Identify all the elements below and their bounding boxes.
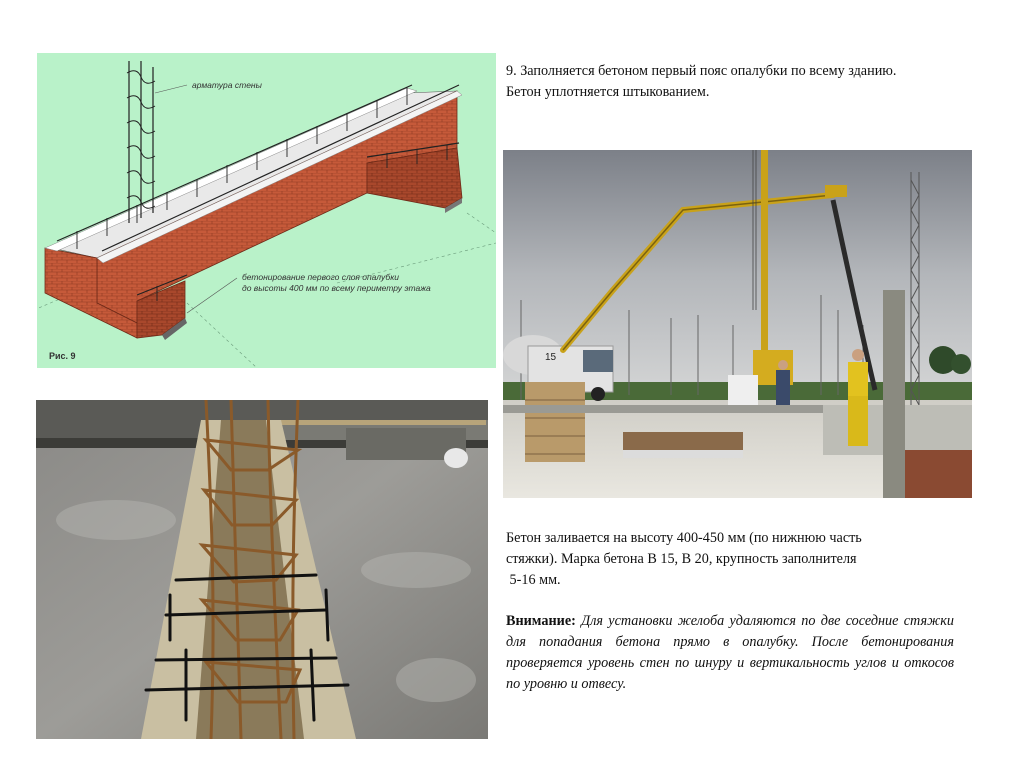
step-heading-line1: 9. Заполняется бетоном первый пояс опалубки по всему зданию. xyxy=(506,63,897,79)
concrete-pump-scene xyxy=(503,150,972,498)
description-line2: стяжки). Марка бетона В 15, В 20, крупность заполнителя xyxy=(506,551,857,567)
rebar-formwork-scene xyxy=(36,400,488,739)
step-heading-line2: Бетон уплотняется штыкованием. xyxy=(506,84,710,100)
step-heading xyxy=(506,61,986,103)
formwork-diagram-drawing xyxy=(37,53,496,368)
description-line1: Бетон заливается на высоту 400-450 мм (по нижнюю часть xyxy=(506,530,862,546)
attention-text: Для установки желоба удаляются по две соседние стяжки для попадания бетона прямо в опалубку. После бетонирования проверяется уровень стен по шнуру и вертикальность углов и откосов по уровню и отвесу. xyxy=(506,613,954,692)
label-first-pour-2: до высоты 400 мм по всему периметру этажа xyxy=(242,283,431,293)
attention-label: Внимание: xyxy=(506,613,576,629)
label-first-pour-1: бетонирование первого слоя опалубки xyxy=(242,272,399,282)
label-wall-rebar: арматура стены xyxy=(192,80,262,90)
formwork-diagram xyxy=(37,53,496,368)
figure-label: Рис. 9 xyxy=(49,351,76,361)
truck-number: 15 xyxy=(545,352,557,363)
rebar-in-formwork-photo xyxy=(36,400,488,739)
description-line3: 5-16 мм. xyxy=(506,572,561,588)
attention-note xyxy=(506,611,954,695)
description-paragraph xyxy=(506,528,954,591)
concrete-pump-photo xyxy=(503,150,972,498)
